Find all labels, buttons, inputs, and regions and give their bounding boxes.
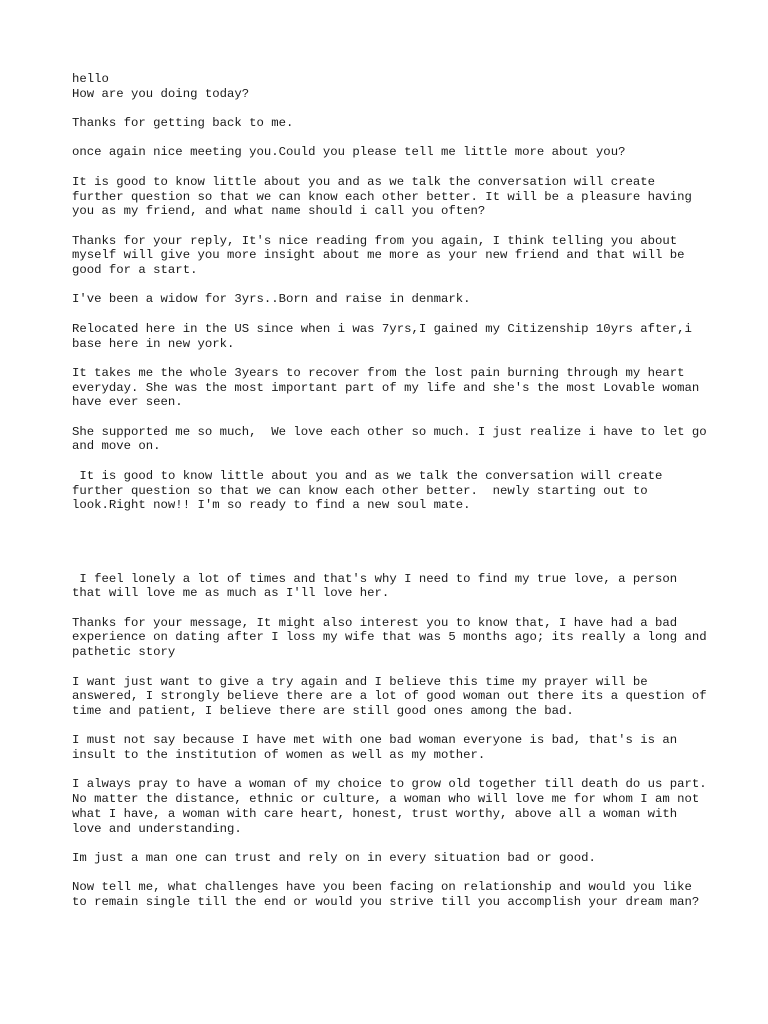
paragraph-try-again: I want just want to give a try again and I believe this time my prayer will be answered, I strongly believe there are a lot of good woman out there its a question of time and patient, I believe there are still good ones among the bad. bbox=[72, 674, 715, 718]
paragraph-not-say: I must not say because I have met with one bad woman everyone is bad, that's is an insult to the institution of women as well as my mother. bbox=[72, 733, 685, 763]
paragraph-widow: I've been a widow for 3yrs..Born and raise in denmark. bbox=[72, 292, 471, 307]
paragraph-recover: It takes me the whole 3years to recover from the lost pain burning through my heart everyday. She was the most important part of my life and she's the most Lovable woman have ever seen. bbox=[72, 365, 707, 410]
paragraph-trust: Im just a man one can trust and rely on in every situation bad or good. bbox=[72, 850, 596, 865]
paragraph-pray: I always pray to have a woman of my choice to grow old together till death do us part. No matter the distance, ethnic or culture, a woman who will love me for whom I am not what I have, a woman with care heart, honest, trust worthy, above all a woman with love and understanding. bbox=[72, 777, 715, 836]
paragraph-how-are-you: How are you doing today? bbox=[72, 86, 250, 101]
paragraph-soul-mate: It is good to know little about you and as we talk the conversation will create further question so that we can know each other better. newly starting out to look.Right now!! I'm so ready to find a new soul mate. bbox=[72, 468, 670, 513]
paragraph-lonely: I feel lonely a lot of times and that's why I need to find my true love, a person that will love me as much as I'll love her. bbox=[72, 571, 685, 601]
paragraph-supported: She supported me so much, We love each other so much. I just realize i have to let go and move on. bbox=[72, 424, 715, 454]
document-page bbox=[72, 72, 715, 924]
paragraph-greeting: hello bbox=[72, 72, 109, 86]
paragraph-bad-experience: Thanks for your message, It might also interest you to know that, I have had a bad experience on dating after I loss my wife that was 5 months ago; its really a long and pathetic story bbox=[72, 615, 715, 660]
paragraph-question: Now tell me, what challenges have you been facing on relationship and would you like to remain single till the end or would you strive till you accomplish your dream man? bbox=[72, 880, 700, 910]
paragraph-nice-meeting: once again nice meeting you.Could you please tell me little more about you? bbox=[72, 145, 626, 160]
paragraph-thanks-reply: Thanks for your reply, It's nice reading from you again, I think telling you about myself will give you more insight about me more as your new friend and that will be good for a start. bbox=[72, 233, 692, 278]
paragraph-relocated: Relocated here in the US since when i was 7yrs,I gained my Citizenship 10yrs after,i base here in new york. bbox=[72, 321, 700, 351]
blank-gap bbox=[72, 528, 712, 572]
paragraph-good-to-know: It is good to know little about you and as we talk the conversation will create further question so that we can know each other better. It will be a pleasure having you as my friend, and what name should i call you often? bbox=[72, 174, 700, 219]
paragraph-thanks: Thanks for getting back to me. bbox=[72, 116, 294, 131]
